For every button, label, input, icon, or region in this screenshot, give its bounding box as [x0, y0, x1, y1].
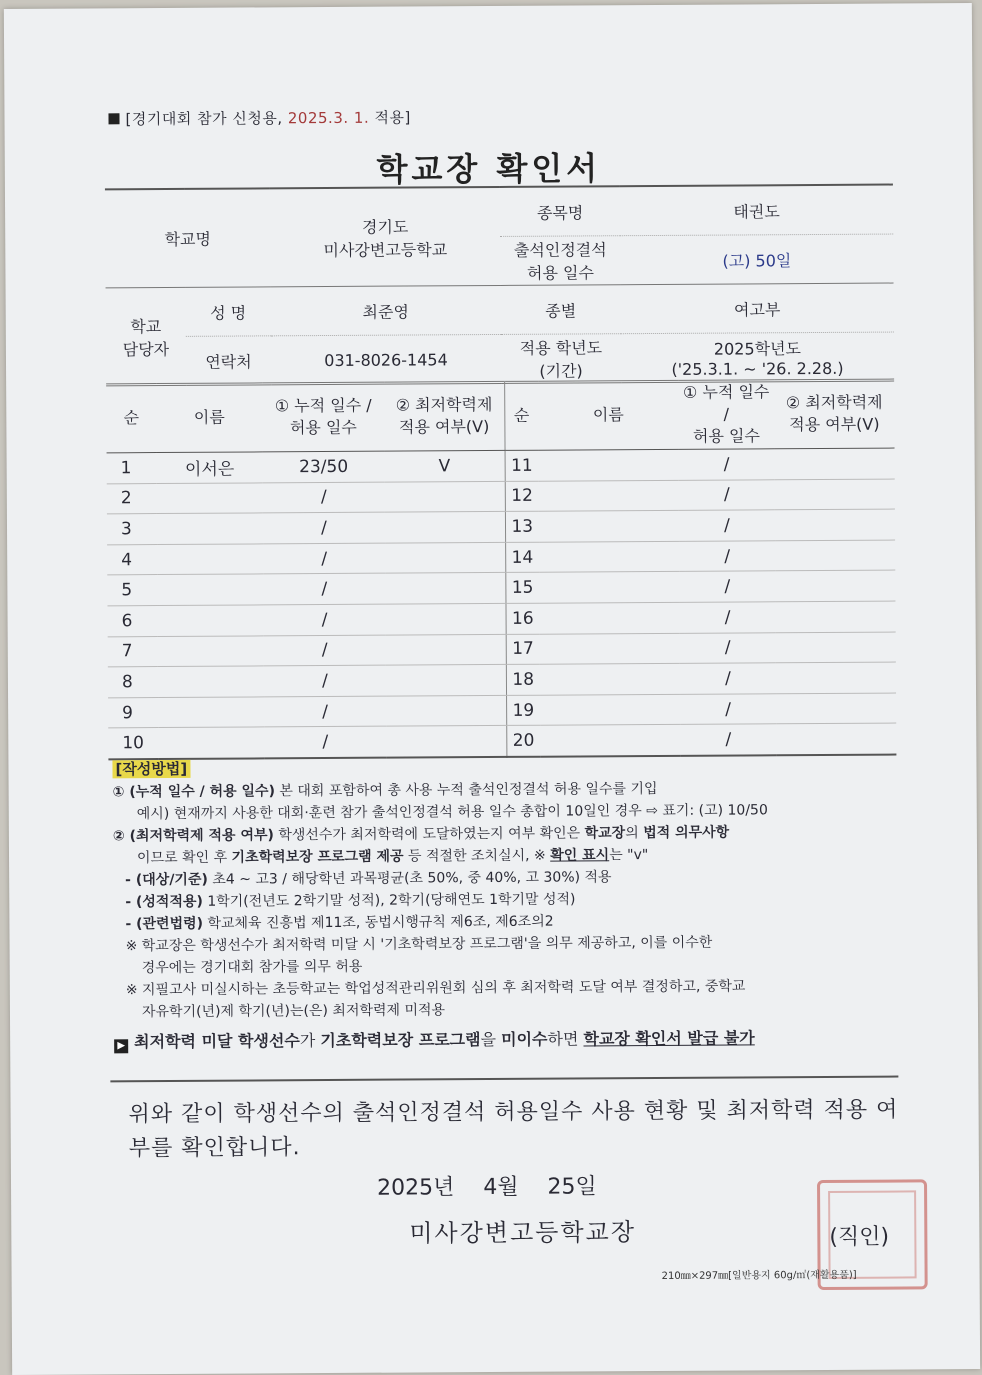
student-table	[106, 379, 896, 761]
table-row: 6 / 16 /	[107, 601, 895, 636]
col-min: ② 최저학력제 적용 여부(V)	[384, 381, 504, 451]
criteria-grades: - (성적적용) 1학기(전년도 2학기말 성적), 2학기(당해연도 1학기말 성적)	[125, 891, 576, 911]
note-1: ※ 학교장은 학생선수가 최저학력 미달 시 '기초학력보장 프로그램'을 의무 제공하고, 이를 이수한	[125, 934, 713, 955]
confirm-statement: 위와 같이 학생선수의 출석인정결석 허용일수 사용 현황 및 최저학력 적용 여부를 확인합니다.	[128, 1097, 899, 1162]
table-row: 1 이서은 23/50 V 11 /	[107, 448, 895, 483]
year-value: 2025학년도 ('25.3.1. ~ '26. 2.28.)	[671, 339, 844, 379]
name-label: 성 명	[186, 287, 271, 337]
instruction-2-cont: 이므로 확인 후 기초학력보장 프로그램 제공 등 적절한 조치실시, ※ 확인 표시는 "v"	[136, 847, 649, 867]
instruction-1: ① (누적 일수 / 허용 일수) 본 대회 포함하여 총 사용 누적 출석인정결석 허용 일수를 기입	[112, 780, 658, 801]
document-page	[4, 3, 980, 1375]
year-label: 적용 학년도 (기간)	[519, 338, 603, 381]
note-2-cont: 자유학기(년)제 학기(년)는(은) 최저학력제 미적용	[141, 1002, 446, 1021]
table-row: 8 / 18 /	[108, 662, 896, 697]
table-row: 7 / 17 /	[108, 632, 896, 667]
seal-label: (직인)	[829, 1224, 890, 1250]
note-1-cont: 경우에는 경기대회 참가를 의무 허용	[141, 958, 363, 977]
arrow-right-icon: ▶	[114, 1039, 128, 1053]
type-value: 여고부	[621, 283, 894, 334]
sport-value: 태권도	[620, 185, 893, 236]
col-min-2: ② 최저학력제 적용 여부(V)	[774, 379, 894, 449]
col-no-2: 순	[504, 381, 538, 450]
instruction-1-example: 예시) 현재까지 사용한 대회·훈련 참가 출석인정결석 허용 일수 총합이 10일인 경우 ⇨ 표기: (고) 10/50	[136, 802, 768, 823]
criteria-law: - (관련법령) 학교체육 진흥법 제11조, 동법시행규칙 제6조, 제6조의2	[125, 913, 554, 933]
contact-value: 031-8026-1454	[324, 349, 448, 370]
table-row: 9 / 19 /	[108, 693, 896, 728]
paper-spec: 210㎜×297㎜[일반용지 60g/㎡(재활용품)]	[661, 1269, 857, 1282]
col-no: 순	[106, 384, 156, 453]
criteria-target: - (대상/기준) 초4 ~ 고3 / 해당학년 과목평균(초 50%, 중 40%, 고 30%) 적용	[125, 869, 612, 889]
square-bullet-icon	[108, 113, 119, 124]
col-days: ① 누적 일수 / 허용 일수	[262, 382, 384, 452]
instruction-2: ② (최저학력제 적용 여부) 학생선수가 최저학력에 도달하였는지 여부 확인은 학교장의 법적 의무사항	[112, 824, 730, 845]
table-row: 3 / 13 /	[107, 509, 895, 544]
table-row: 4 / 14 /	[107, 540, 895, 575]
effective-date: 2025.3. 1.	[287, 108, 370, 128]
name-value: 최준영	[271, 285, 501, 335]
type-label: 종별	[501, 285, 621, 335]
table-row: 5 / 15 /	[107, 570, 895, 605]
issue-date: 2025년 4월 25일	[376, 1174, 597, 1201]
sport-label: 종목명	[500, 186, 620, 236]
final-warning: ▶ 최저학력 미달 학생선수가 기초학력보장 프로그램을 미이수하면 학교장 확인서 발급 불가	[114, 1026, 904, 1053]
table-row: 2 / 12 /	[107, 479, 895, 514]
col-days-2: ① 누적 일수 / 허용 일수	[678, 380, 774, 450]
school-value: 경기도 미사강변고등학교	[270, 187, 501, 287]
divider	[110, 1076, 898, 1083]
contact-label: 연락처	[205, 351, 252, 372]
instructions-heading: [작성방법]	[112, 760, 190, 778]
school-label: 학교명	[105, 188, 271, 288]
col-name: 이름	[156, 383, 262, 453]
manager-label: 학교 담당자	[122, 316, 170, 359]
allow-value: (고) 50일	[620, 234, 893, 285]
col-name-2: 이름	[538, 380, 678, 450]
allow-label: 출석인정결석 허용 일수	[500, 236, 620, 286]
note-2: ※ 지필고사 미실시하는 초등학교는 학업성적관리위원회 심의 후 최저학력 도달 여부 결정하고, 중학교	[125, 978, 746, 999]
header-table	[105, 184, 894, 387]
page-title: 학교장 확인서	[376, 149, 602, 189]
principal-signature: 미사강변고등학교장	[409, 1218, 637, 1248]
table-row: 10 / 20 /	[108, 723, 896, 759]
application-note: [경기대회 참가 신청용, 2025.3. 1. 적용]	[108, 106, 410, 129]
instructions	[112, 753, 904, 1053]
